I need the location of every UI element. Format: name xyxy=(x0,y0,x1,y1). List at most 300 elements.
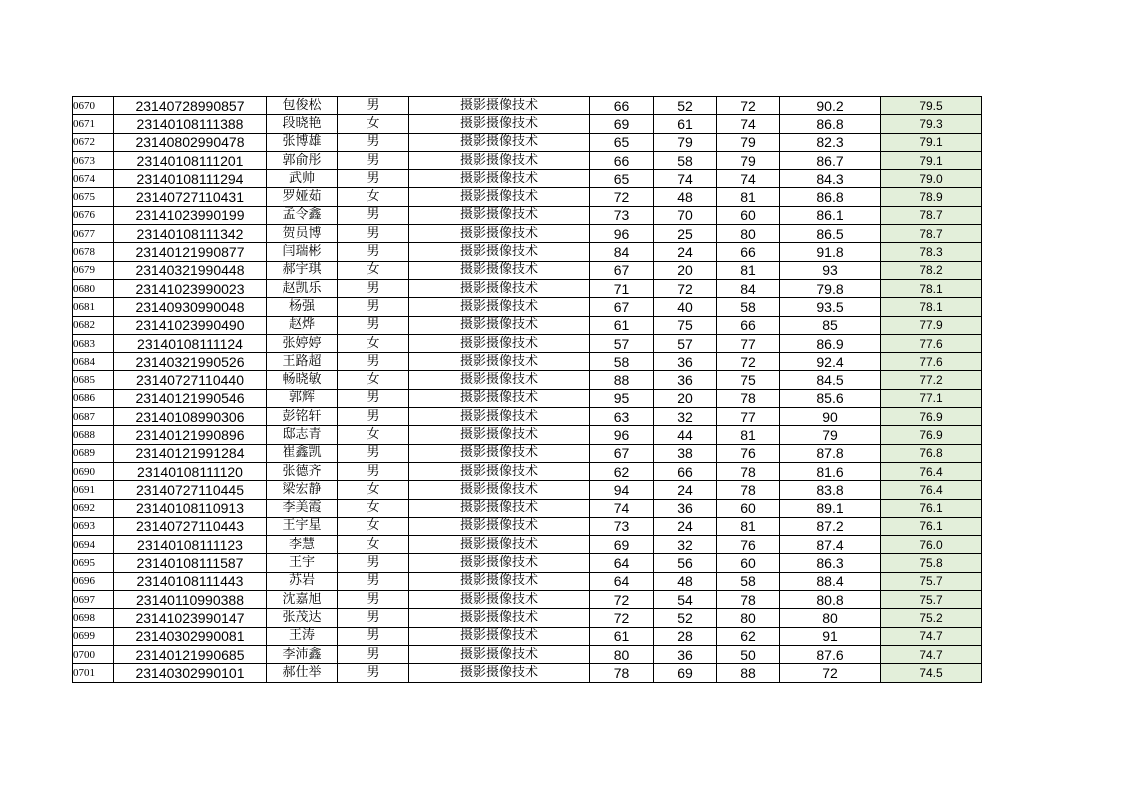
score-2-cell: 32 xyxy=(654,536,717,554)
seq-cell: 0673 xyxy=(73,151,114,169)
score-2-cell: 57 xyxy=(654,334,717,352)
name-cell: 张德齐 xyxy=(267,462,338,480)
exam-id-cell: 23140108111388 xyxy=(114,115,267,133)
score-3-cell: 76 xyxy=(717,444,780,462)
score-2-cell: 40 xyxy=(654,298,717,316)
score-2-cell: 36 xyxy=(654,499,717,517)
score-4-cell: 93.5 xyxy=(780,298,881,316)
table-row xyxy=(73,444,982,462)
seq-cell: 0678 xyxy=(73,243,114,261)
total-score-cell: 74.5 xyxy=(881,664,982,682)
score-4-cell: 86.9 xyxy=(780,334,881,352)
seq-cell: 0694 xyxy=(73,536,114,554)
gender-cell: 女 xyxy=(338,536,409,554)
major-cell: 摄影摄像技术 xyxy=(409,279,590,297)
total-score-cell: 77.6 xyxy=(881,334,982,352)
seq-cell: 0687 xyxy=(73,408,114,426)
score-4-cell: 72 xyxy=(780,664,881,682)
total-score-cell: 76.4 xyxy=(881,462,982,480)
gender-cell: 女 xyxy=(338,188,409,206)
name-cell: 崔鑫凯 xyxy=(267,444,338,462)
exam-id-cell: 23140108111123 xyxy=(114,536,267,554)
table-row xyxy=(73,261,982,279)
gender-cell: 男 xyxy=(338,170,409,188)
score-1-cell: 61 xyxy=(590,316,654,334)
score-3-cell: 72 xyxy=(717,97,780,115)
major-cell: 摄影摄像技术 xyxy=(409,664,590,682)
seq-cell: 0670 xyxy=(73,97,114,115)
score-3-cell: 81 xyxy=(717,188,780,206)
gender-cell: 男 xyxy=(338,609,409,627)
name-cell: 王宇星 xyxy=(267,517,338,535)
total-score-cell: 76.9 xyxy=(881,426,982,444)
exam-id-cell: 23141023990147 xyxy=(114,609,267,627)
gender-cell: 男 xyxy=(338,225,409,243)
score-2-cell: 32 xyxy=(654,408,717,426)
table-row xyxy=(73,627,982,645)
table-row xyxy=(73,408,982,426)
score-1-cell: 96 xyxy=(590,225,654,243)
table-row xyxy=(73,115,982,133)
table-row xyxy=(73,97,982,115)
name-cell: 段晓艳 xyxy=(267,115,338,133)
name-cell: 畅晓敏 xyxy=(267,371,338,389)
total-score-cell: 74.7 xyxy=(881,645,982,663)
major-cell: 摄影摄像技术 xyxy=(409,371,590,389)
total-score-cell: 78.3 xyxy=(881,243,982,261)
major-cell: 摄影摄像技术 xyxy=(409,609,590,627)
table-row xyxy=(73,298,982,316)
name-cell: 王宇 xyxy=(267,554,338,572)
major-cell: 摄影摄像技术 xyxy=(409,151,590,169)
score-2-cell: 24 xyxy=(654,481,717,499)
score-1-cell: 66 xyxy=(590,97,654,115)
score-2-cell: 69 xyxy=(654,664,717,682)
score-1-cell: 72 xyxy=(590,591,654,609)
score-4-cell: 87.4 xyxy=(780,536,881,554)
score-3-cell: 79 xyxy=(717,133,780,151)
score-2-cell: 24 xyxy=(654,517,717,535)
name-cell: 杨强 xyxy=(267,298,338,316)
table-row xyxy=(73,279,982,297)
table-row xyxy=(73,481,982,499)
gender-cell: 男 xyxy=(338,243,409,261)
gender-cell: 男 xyxy=(338,408,409,426)
score-1-cell: 64 xyxy=(590,572,654,590)
seq-cell: 0689 xyxy=(73,444,114,462)
table-row xyxy=(73,536,982,554)
seq-cell: 0698 xyxy=(73,609,114,627)
score-2-cell: 66 xyxy=(654,462,717,480)
total-score-cell: 76.8 xyxy=(881,444,982,462)
score-1-cell: 64 xyxy=(590,554,654,572)
seq-cell: 0690 xyxy=(73,462,114,480)
name-cell: 邸志青 xyxy=(267,426,338,444)
major-cell: 摄影摄像技术 xyxy=(409,188,590,206)
table-row xyxy=(73,517,982,535)
name-cell: 贺员博 xyxy=(267,225,338,243)
major-cell: 摄影摄像技术 xyxy=(409,243,590,261)
major-cell: 摄影摄像技术 xyxy=(409,115,590,133)
gender-cell: 男 xyxy=(338,444,409,462)
gender-cell: 男 xyxy=(338,97,409,115)
name-cell: 张婷婷 xyxy=(267,334,338,352)
score-1-cell: 58 xyxy=(590,353,654,371)
seq-cell: 0683 xyxy=(73,334,114,352)
score-4-cell: 80 xyxy=(780,609,881,627)
table-row xyxy=(73,499,982,517)
exam-id-cell: 23140110990388 xyxy=(114,591,267,609)
seq-cell: 0696 xyxy=(73,572,114,590)
score-3-cell: 78 xyxy=(717,462,780,480)
gender-cell: 女 xyxy=(338,517,409,535)
score-2-cell: 44 xyxy=(654,426,717,444)
gender-cell: 女 xyxy=(338,481,409,499)
score-4-cell: 79 xyxy=(780,426,881,444)
score-3-cell: 60 xyxy=(717,499,780,517)
score-2-cell: 58 xyxy=(654,151,717,169)
major-cell: 摄影摄像技术 xyxy=(409,645,590,663)
score-3-cell: 76 xyxy=(717,536,780,554)
table-row xyxy=(73,206,982,224)
seq-cell: 0692 xyxy=(73,499,114,517)
major-cell: 摄影摄像技术 xyxy=(409,97,590,115)
exam-id-cell: 23140108111124 xyxy=(114,334,267,352)
exam-id-cell: 23140302990081 xyxy=(114,627,267,645)
score-1-cell: 73 xyxy=(590,517,654,535)
name-cell: 王涛 xyxy=(267,627,338,645)
score-1-cell: 63 xyxy=(590,408,654,426)
score-2-cell: 48 xyxy=(654,188,717,206)
table-row xyxy=(73,334,982,352)
seq-cell: 0672 xyxy=(73,133,114,151)
gender-cell: 男 xyxy=(338,627,409,645)
score-1-cell: 78 xyxy=(590,664,654,682)
score-1-cell: 61 xyxy=(590,627,654,645)
exam-id-cell: 23140108111120 xyxy=(114,462,267,480)
score-1-cell: 62 xyxy=(590,462,654,480)
score-4-cell: 86.8 xyxy=(780,188,881,206)
major-cell: 摄影摄像技术 xyxy=(409,536,590,554)
table-row xyxy=(73,591,982,609)
major-cell: 摄影摄像技术 xyxy=(409,170,590,188)
gender-cell: 男 xyxy=(338,206,409,224)
exam-id-cell: 23140108111201 xyxy=(114,151,267,169)
total-score-cell: 75.7 xyxy=(881,591,982,609)
total-score-cell: 75.2 xyxy=(881,609,982,627)
seq-cell: 0676 xyxy=(73,206,114,224)
score-1-cell: 71 xyxy=(590,279,654,297)
table-row xyxy=(73,133,982,151)
total-score-cell: 79.1 xyxy=(881,151,982,169)
gender-cell: 男 xyxy=(338,151,409,169)
gender-cell: 男 xyxy=(338,389,409,407)
major-cell: 摄影摄像技术 xyxy=(409,444,590,462)
score-1-cell: 80 xyxy=(590,645,654,663)
score-1-cell: 72 xyxy=(590,188,654,206)
score-3-cell: 74 xyxy=(717,170,780,188)
table-row xyxy=(73,353,982,371)
score-1-cell: 69 xyxy=(590,115,654,133)
score-4-cell: 81.6 xyxy=(780,462,881,480)
name-cell: 赵凯乐 xyxy=(267,279,338,297)
major-cell: 摄影摄像技术 xyxy=(409,133,590,151)
seq-cell: 0674 xyxy=(73,170,114,188)
exam-id-cell: 23140802990478 xyxy=(114,133,267,151)
total-score-cell: 77.6 xyxy=(881,353,982,371)
score-2-cell: 25 xyxy=(654,225,717,243)
name-cell: 李沛鑫 xyxy=(267,645,338,663)
score-4-cell: 85.6 xyxy=(780,389,881,407)
exam-id-cell: 23140728990857 xyxy=(114,97,267,115)
total-score-cell: 77.1 xyxy=(881,389,982,407)
score-3-cell: 74 xyxy=(717,115,780,133)
exam-id-cell: 23140930990048 xyxy=(114,298,267,316)
score-4-cell: 85 xyxy=(780,316,881,334)
gender-cell: 男 xyxy=(338,298,409,316)
score-3-cell: 58 xyxy=(717,572,780,590)
gender-cell: 男 xyxy=(338,462,409,480)
name-cell: 郭俞彤 xyxy=(267,151,338,169)
table-row xyxy=(73,462,982,480)
table-row xyxy=(73,188,982,206)
total-score-cell: 77.9 xyxy=(881,316,982,334)
score-3-cell: 78 xyxy=(717,481,780,499)
major-cell: 摄影摄像技术 xyxy=(409,499,590,517)
score-2-cell: 74 xyxy=(654,170,717,188)
score-1-cell: 74 xyxy=(590,499,654,517)
score-table xyxy=(72,96,982,683)
score-4-cell: 90.2 xyxy=(780,97,881,115)
name-cell: 彭铭轩 xyxy=(267,408,338,426)
total-score-cell: 78.1 xyxy=(881,298,982,316)
exam-id-cell: 23140108111342 xyxy=(114,225,267,243)
gender-cell: 男 xyxy=(338,572,409,590)
exam-id-cell: 23140321990526 xyxy=(114,353,267,371)
gender-cell: 女 xyxy=(338,371,409,389)
table-row xyxy=(73,316,982,334)
total-score-cell: 76.0 xyxy=(881,536,982,554)
score-3-cell: 60 xyxy=(717,554,780,572)
total-score-cell: 76.1 xyxy=(881,517,982,535)
score-2-cell: 70 xyxy=(654,206,717,224)
total-score-cell: 78.7 xyxy=(881,206,982,224)
seq-cell: 0691 xyxy=(73,481,114,499)
total-score-cell: 75.8 xyxy=(881,554,982,572)
score-1-cell: 67 xyxy=(590,444,654,462)
total-score-cell: 79.3 xyxy=(881,115,982,133)
seq-cell: 0699 xyxy=(73,627,114,645)
score-3-cell: 78 xyxy=(717,389,780,407)
score-4-cell: 86.1 xyxy=(780,206,881,224)
score-2-cell: 61 xyxy=(654,115,717,133)
total-score-cell: 79.5 xyxy=(881,97,982,115)
exam-id-cell: 23140121990685 xyxy=(114,645,267,663)
name-cell: 李美霞 xyxy=(267,499,338,517)
seq-cell: 0695 xyxy=(73,554,114,572)
gender-cell: 男 xyxy=(338,133,409,151)
name-cell: 罗娅茹 xyxy=(267,188,338,206)
table-row xyxy=(73,225,982,243)
score-4-cell: 93 xyxy=(780,261,881,279)
table-row xyxy=(73,426,982,444)
name-cell: 沈嘉旭 xyxy=(267,591,338,609)
score-4-cell: 80.8 xyxy=(780,591,881,609)
major-cell: 摄影摄像技术 xyxy=(409,408,590,426)
major-cell: 摄影摄像技术 xyxy=(409,298,590,316)
score-4-cell: 79.8 xyxy=(780,279,881,297)
name-cell: 闫瑞彬 xyxy=(267,243,338,261)
score-3-cell: 75 xyxy=(717,371,780,389)
score-2-cell: 75 xyxy=(654,316,717,334)
score-2-cell: 36 xyxy=(654,371,717,389)
table-row xyxy=(73,170,982,188)
major-cell: 摄影摄像技术 xyxy=(409,353,590,371)
score-3-cell: 62 xyxy=(717,627,780,645)
exam-id-cell: 23140727110431 xyxy=(114,188,267,206)
score-2-cell: 20 xyxy=(654,261,717,279)
score-3-cell: 80 xyxy=(717,609,780,627)
exam-id-cell: 23140108111587 xyxy=(114,554,267,572)
gender-cell: 男 xyxy=(338,279,409,297)
major-cell: 摄影摄像技术 xyxy=(409,462,590,480)
name-cell: 郝宇琪 xyxy=(267,261,338,279)
total-score-cell: 76.9 xyxy=(881,408,982,426)
exam-id-cell: 23140121990877 xyxy=(114,243,267,261)
seq-cell: 0675 xyxy=(73,188,114,206)
seq-cell: 0697 xyxy=(73,591,114,609)
score-2-cell: 36 xyxy=(654,353,717,371)
exam-id-cell: 23140727110445 xyxy=(114,481,267,499)
score-3-cell: 84 xyxy=(717,279,780,297)
exam-id-cell: 23140121990546 xyxy=(114,389,267,407)
score-1-cell: 67 xyxy=(590,261,654,279)
table-row xyxy=(73,645,982,663)
seq-cell: 0686 xyxy=(73,389,114,407)
name-cell: 赵烨 xyxy=(267,316,338,334)
seq-cell: 0701 xyxy=(73,664,114,682)
score-4-cell: 87.8 xyxy=(780,444,881,462)
major-cell: 摄影摄像技术 xyxy=(409,316,590,334)
seq-cell: 0684 xyxy=(73,353,114,371)
total-score-cell: 79.1 xyxy=(881,133,982,151)
score-4-cell: 91.8 xyxy=(780,243,881,261)
gender-cell: 女 xyxy=(338,261,409,279)
score-4-cell: 91 xyxy=(780,627,881,645)
gender-cell: 男 xyxy=(338,664,409,682)
major-cell: 摄影摄像技术 xyxy=(409,572,590,590)
score-3-cell: 88 xyxy=(717,664,780,682)
score-3-cell: 78 xyxy=(717,591,780,609)
seq-cell: 0677 xyxy=(73,225,114,243)
score-3-cell: 58 xyxy=(717,298,780,316)
score-4-cell: 89.1 xyxy=(780,499,881,517)
exam-id-cell: 23141023990199 xyxy=(114,206,267,224)
name-cell: 孟令鑫 xyxy=(267,206,338,224)
exam-id-cell: 23140302990101 xyxy=(114,664,267,682)
gender-cell: 男 xyxy=(338,591,409,609)
score-3-cell: 66 xyxy=(717,316,780,334)
score-4-cell: 86.8 xyxy=(780,115,881,133)
total-score-cell: 76.4 xyxy=(881,481,982,499)
gender-cell: 男 xyxy=(338,554,409,572)
score-2-cell: 72 xyxy=(654,279,717,297)
score-2-cell: 24 xyxy=(654,243,717,261)
score-4-cell: 84.3 xyxy=(780,170,881,188)
score-1-cell: 94 xyxy=(590,481,654,499)
major-cell: 摄影摄像技术 xyxy=(409,261,590,279)
score-3-cell: 81 xyxy=(717,426,780,444)
name-cell: 苏岩 xyxy=(267,572,338,590)
score-2-cell: 54 xyxy=(654,591,717,609)
score-4-cell: 86.7 xyxy=(780,151,881,169)
score-3-cell: 66 xyxy=(717,243,780,261)
major-cell: 摄影摄像技术 xyxy=(409,334,590,352)
major-cell: 摄影摄像技术 xyxy=(409,389,590,407)
name-cell: 王路超 xyxy=(267,353,338,371)
score-3-cell: 79 xyxy=(717,151,780,169)
table-body xyxy=(73,97,982,683)
score-2-cell: 38 xyxy=(654,444,717,462)
score-4-cell: 84.5 xyxy=(780,371,881,389)
score-2-cell: 20 xyxy=(654,389,717,407)
table-row xyxy=(73,151,982,169)
seq-cell: 0693 xyxy=(73,517,114,535)
major-cell: 摄影摄像技术 xyxy=(409,554,590,572)
score-1-cell: 88 xyxy=(590,371,654,389)
score-4-cell: 87.6 xyxy=(780,645,881,663)
score-3-cell: 77 xyxy=(717,334,780,352)
name-cell: 李慧 xyxy=(267,536,338,554)
score-3-cell: 72 xyxy=(717,353,780,371)
gender-cell: 男 xyxy=(338,316,409,334)
score-2-cell: 52 xyxy=(654,609,717,627)
seq-cell: 0700 xyxy=(73,645,114,663)
name-cell: 郭辉 xyxy=(267,389,338,407)
gender-cell: 男 xyxy=(338,645,409,663)
name-cell: 张博雄 xyxy=(267,133,338,151)
seq-cell: 0679 xyxy=(73,261,114,279)
score-4-cell: 82.3 xyxy=(780,133,881,151)
table-row xyxy=(73,609,982,627)
score-2-cell: 52 xyxy=(654,97,717,115)
seq-cell: 0681 xyxy=(73,298,114,316)
major-cell: 摄影摄像技术 xyxy=(409,206,590,224)
name-cell: 武帅 xyxy=(267,170,338,188)
table-row xyxy=(73,243,982,261)
table-row xyxy=(73,554,982,572)
score-2-cell: 79 xyxy=(654,133,717,151)
seq-cell: 0671 xyxy=(73,115,114,133)
table-row xyxy=(73,664,982,682)
table-row xyxy=(73,389,982,407)
table-row xyxy=(73,371,982,389)
score-4-cell: 92.4 xyxy=(780,353,881,371)
score-2-cell: 56 xyxy=(654,554,717,572)
seq-cell: 0685 xyxy=(73,371,114,389)
total-score-cell: 75.7 xyxy=(881,572,982,590)
score-3-cell: 50 xyxy=(717,645,780,663)
score-1-cell: 66 xyxy=(590,151,654,169)
score-3-cell: 77 xyxy=(717,408,780,426)
score-4-cell: 87.2 xyxy=(780,517,881,535)
exam-id-cell: 23140121990896 xyxy=(114,426,267,444)
table-row xyxy=(73,572,982,590)
total-score-cell: 74.7 xyxy=(881,627,982,645)
score-4-cell: 83.8 xyxy=(780,481,881,499)
score-1-cell: 65 xyxy=(590,170,654,188)
total-score-cell: 77.2 xyxy=(881,371,982,389)
